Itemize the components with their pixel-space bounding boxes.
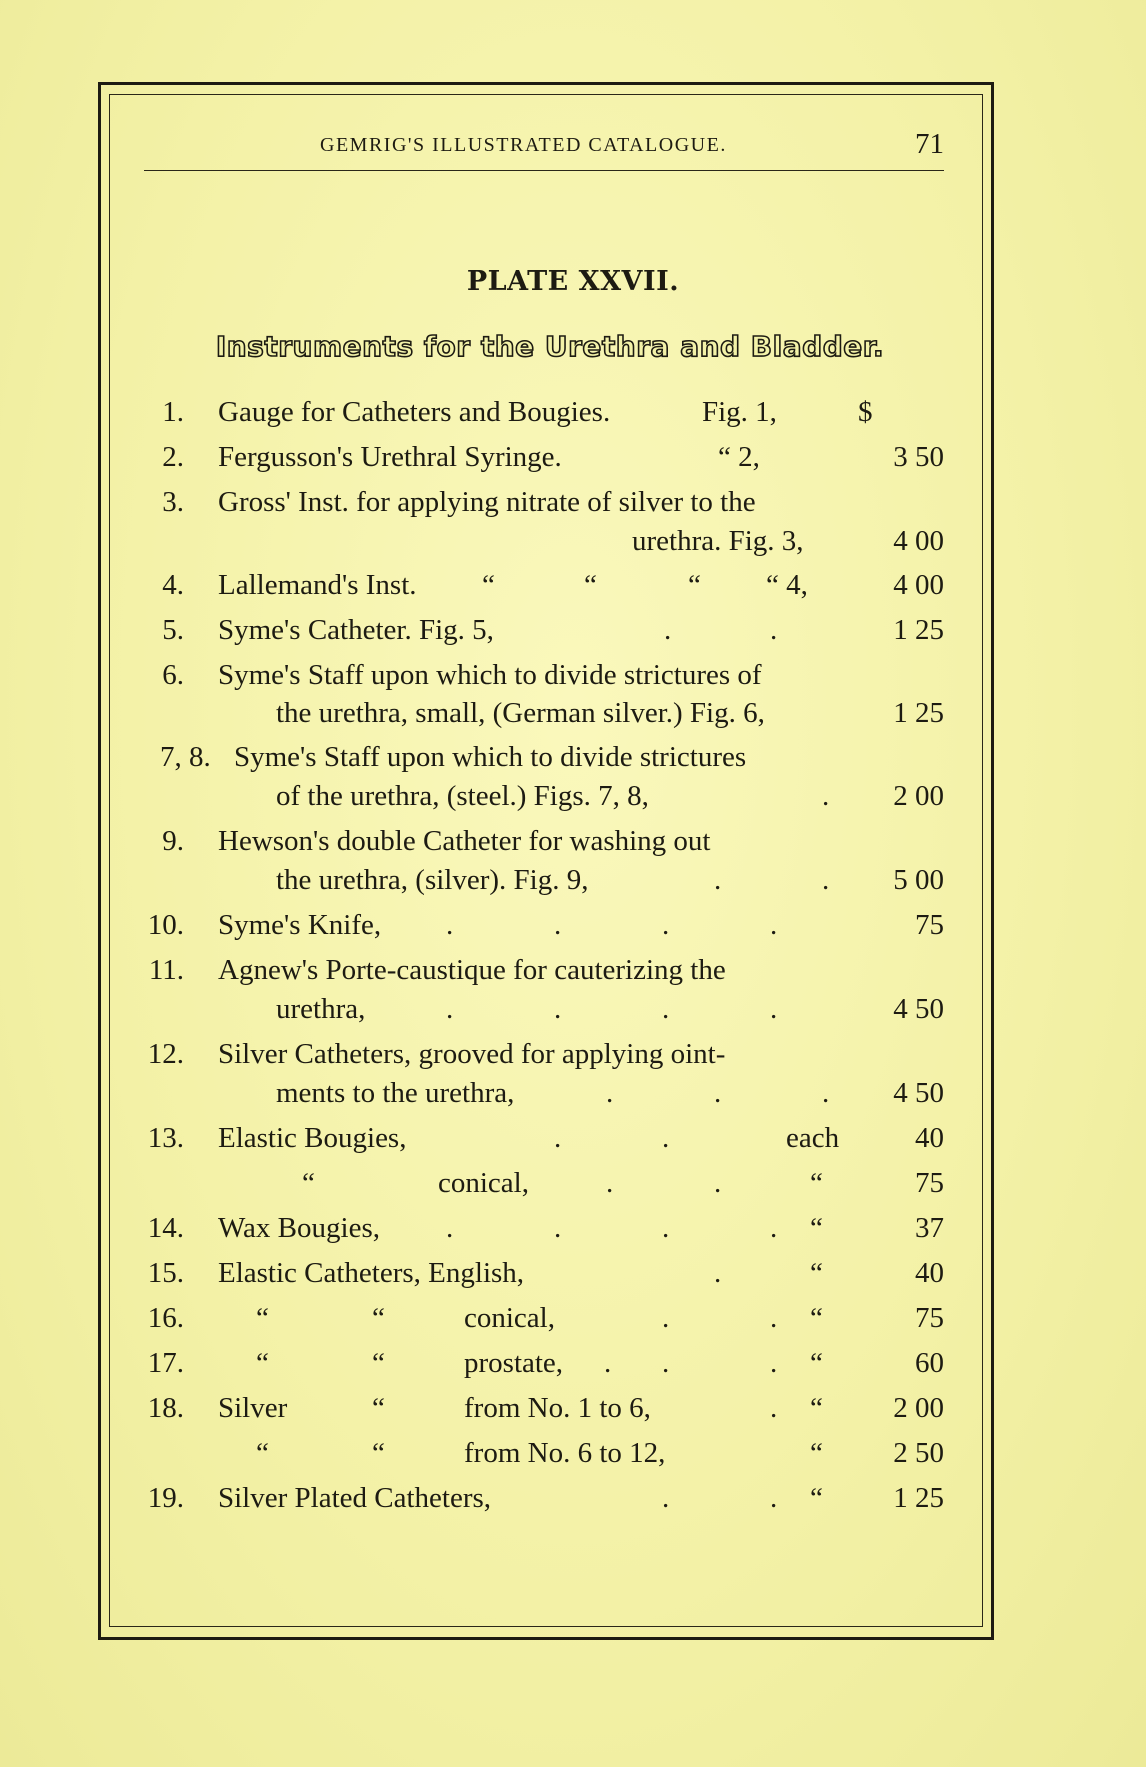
- item-price: 40: [915, 1257, 944, 1289]
- item-price: 40: [915, 1122, 944, 1154]
- item-number: 14.: [147, 1212, 184, 1244]
- item-description: Elastic Bougies,: [218, 1122, 407, 1154]
- item-number: 19.: [147, 1482, 184, 1514]
- ditto-mark: “: [482, 569, 495, 601]
- item-description: Fergusson's Urethral Syringe.: [218, 441, 562, 473]
- leader-dot: .: [604, 1347, 612, 1379]
- ditto-mark: “: [810, 1437, 823, 1469]
- item-description: from No. 1 to 6,: [464, 1392, 651, 1424]
- item-number: 5.: [162, 614, 184, 646]
- item-description: Gross' Inst. for applying nitrate of silver to the: [218, 486, 756, 518]
- item-description: Syme's Catheter. Fig. 5,: [218, 614, 494, 646]
- leader-dot: .: [662, 1212, 670, 1244]
- item-number: 17.: [147, 1347, 184, 1379]
- ditto-mark: “: [688, 569, 701, 601]
- item-description: Hewson's double Catheter for washing out: [218, 825, 711, 857]
- item-price: 2 00: [893, 1392, 944, 1424]
- ditto-mark: “: [810, 1347, 823, 1379]
- item-description-cont: urethra,: [276, 993, 366, 1025]
- ditto-mark: “: [302, 1167, 315, 1199]
- leader-dot: .: [662, 1482, 670, 1514]
- leader-dot: .: [822, 780, 830, 812]
- item-price: 1 25: [893, 1482, 944, 1514]
- ditto-mark: “: [810, 1212, 823, 1244]
- leader-dot: .: [714, 1257, 722, 1289]
- leader-dot: .: [554, 909, 562, 941]
- item-number: 4.: [162, 569, 184, 601]
- item-description: Gauge for Catheters and Bougies.: [218, 396, 611, 428]
- item-fig: “ 4,: [766, 569, 808, 601]
- item-price: 75: [915, 909, 944, 941]
- leader-dot: .: [554, 993, 562, 1025]
- item-number: 10.: [147, 909, 184, 941]
- item-fig: “ 2,: [718, 441, 760, 473]
- item-description: Silver: [218, 1392, 288, 1424]
- item-description: Syme's Knife,: [218, 909, 382, 941]
- item-number: 15.: [147, 1257, 184, 1289]
- leader-dot: .: [662, 993, 670, 1025]
- item-number: 9.: [162, 825, 184, 857]
- item-number: 3.: [162, 486, 184, 518]
- item-description: Lallemand's Inst.: [218, 569, 417, 601]
- leader-dot: .: [714, 1077, 722, 1109]
- item-price: 2 00: [893, 780, 944, 812]
- ditto-mark: “: [810, 1302, 823, 1334]
- leader-dot: .: [770, 1302, 778, 1334]
- item-number: 12.: [147, 1038, 184, 1070]
- leader-dot: .: [770, 909, 778, 941]
- ditto-mark: “: [810, 1167, 823, 1199]
- running-title: GEMRIG'S ILLUSTRATED CATALOGUE.: [320, 134, 727, 156]
- unit-label: each: [786, 1122, 840, 1154]
- item-price: 4 00: [893, 525, 944, 557]
- item-price: 2 50: [893, 1437, 944, 1469]
- ditto-mark: “: [584, 569, 597, 601]
- item-description-cont: of the urethra, (steel.) Figs. 7, 8,: [276, 780, 649, 812]
- item-price: 37: [915, 1212, 944, 1244]
- leader-dot: .: [606, 1077, 614, 1109]
- leader-dot: .: [664, 614, 672, 646]
- ditto-mark: “: [810, 1257, 823, 1289]
- leader-dot: .: [554, 1212, 562, 1244]
- leader-dot: .: [606, 1167, 614, 1199]
- leader-dot: .: [446, 1212, 454, 1244]
- leader-dot: .: [446, 993, 454, 1025]
- ditto-mark: “: [372, 1347, 385, 1379]
- item-fig: Fig. 1,: [702, 396, 777, 428]
- item-price: 60: [915, 1347, 944, 1379]
- item-description-cont: the urethra, (silver). Fig. 9,: [276, 864, 589, 896]
- item-price: 1 25: [893, 697, 944, 729]
- item-number: 2.: [162, 441, 184, 473]
- item-number: 16.: [147, 1302, 184, 1334]
- leader-dot: .: [554, 1122, 562, 1154]
- item-price: 4 50: [893, 1077, 944, 1109]
- plate-title: PLATE XXVII.: [466, 266, 680, 297]
- leader-dot: .: [770, 1392, 778, 1424]
- leader-dot: .: [662, 1302, 670, 1334]
- item-price: 75: [915, 1167, 944, 1199]
- item-description-cont: urethra. Fig. 3,: [632, 525, 804, 557]
- currency-symbol: $: [858, 396, 873, 428]
- item-number: 13.: [147, 1122, 184, 1154]
- ditto-mark: “: [256, 1347, 269, 1379]
- item-description: conical,: [464, 1302, 555, 1334]
- ditto-mark: “: [256, 1437, 269, 1469]
- page-number: 71: [915, 128, 944, 160]
- leader-dot: .: [770, 1347, 778, 1379]
- item-price: 3 50: [893, 441, 944, 473]
- ditto-mark: “: [810, 1482, 823, 1514]
- item-number: 7, 8.: [160, 741, 211, 773]
- leader-dot: .: [714, 1167, 722, 1199]
- ditto-mark: “: [810, 1392, 823, 1424]
- leader-dot: .: [770, 614, 778, 646]
- item-description: Wax Bougies,: [218, 1212, 380, 1244]
- item-price: 4 00: [893, 569, 944, 601]
- item-description: Agnew's Porte-caustique for cauterizing the: [218, 954, 726, 986]
- leader-dot: .: [714, 864, 722, 896]
- leader-dot: .: [822, 864, 830, 896]
- leader-dot: .: [662, 909, 670, 941]
- item-description: Syme's Staff upon which to divide strictures of: [218, 659, 762, 691]
- item-price: 1 25: [893, 614, 944, 646]
- leader-dot: .: [770, 993, 778, 1025]
- section-title: Instruments for the Urethra and Bladder.: [215, 330, 885, 363]
- leader-dot: .: [662, 1122, 670, 1154]
- item-description: Syme's Staff upon which to divide strictures: [234, 741, 747, 773]
- item-description-cont: the urethra, small, (German silver.) Fig. 6,: [276, 697, 765, 729]
- item-description: prostate,: [464, 1347, 564, 1379]
- leader-dot: .: [770, 1482, 778, 1514]
- item-price: 4 50: [893, 993, 944, 1025]
- leader-dot: .: [662, 1347, 670, 1379]
- item-price: 75: [915, 1302, 944, 1334]
- item-number: 11.: [148, 954, 184, 986]
- ditto-mark: “: [372, 1302, 385, 1334]
- item-description: Silver Catheters, grooved for applying oint-: [218, 1038, 726, 1070]
- item-description: from No. 6 to 12,: [464, 1437, 666, 1469]
- item-number: 1.: [162, 396, 184, 428]
- item-number: 6.: [162, 659, 184, 691]
- item-description-cont: ments to the urethra,: [276, 1077, 515, 1109]
- ditto-mark: “: [372, 1392, 385, 1424]
- item-description: Elastic Catheters, English,: [218, 1257, 525, 1289]
- ditto-mark: “: [256, 1302, 269, 1334]
- leader-dot: .: [770, 1212, 778, 1244]
- ditto-mark: “: [372, 1437, 385, 1469]
- item-number: 18.: [147, 1392, 184, 1424]
- leader-dot: .: [446, 909, 454, 941]
- item-description: conical,: [438, 1167, 529, 1199]
- item-description: Silver Plated Catheters,: [218, 1482, 492, 1514]
- leader-dot: .: [822, 1077, 830, 1109]
- item-price: 5 00: [893, 864, 944, 896]
